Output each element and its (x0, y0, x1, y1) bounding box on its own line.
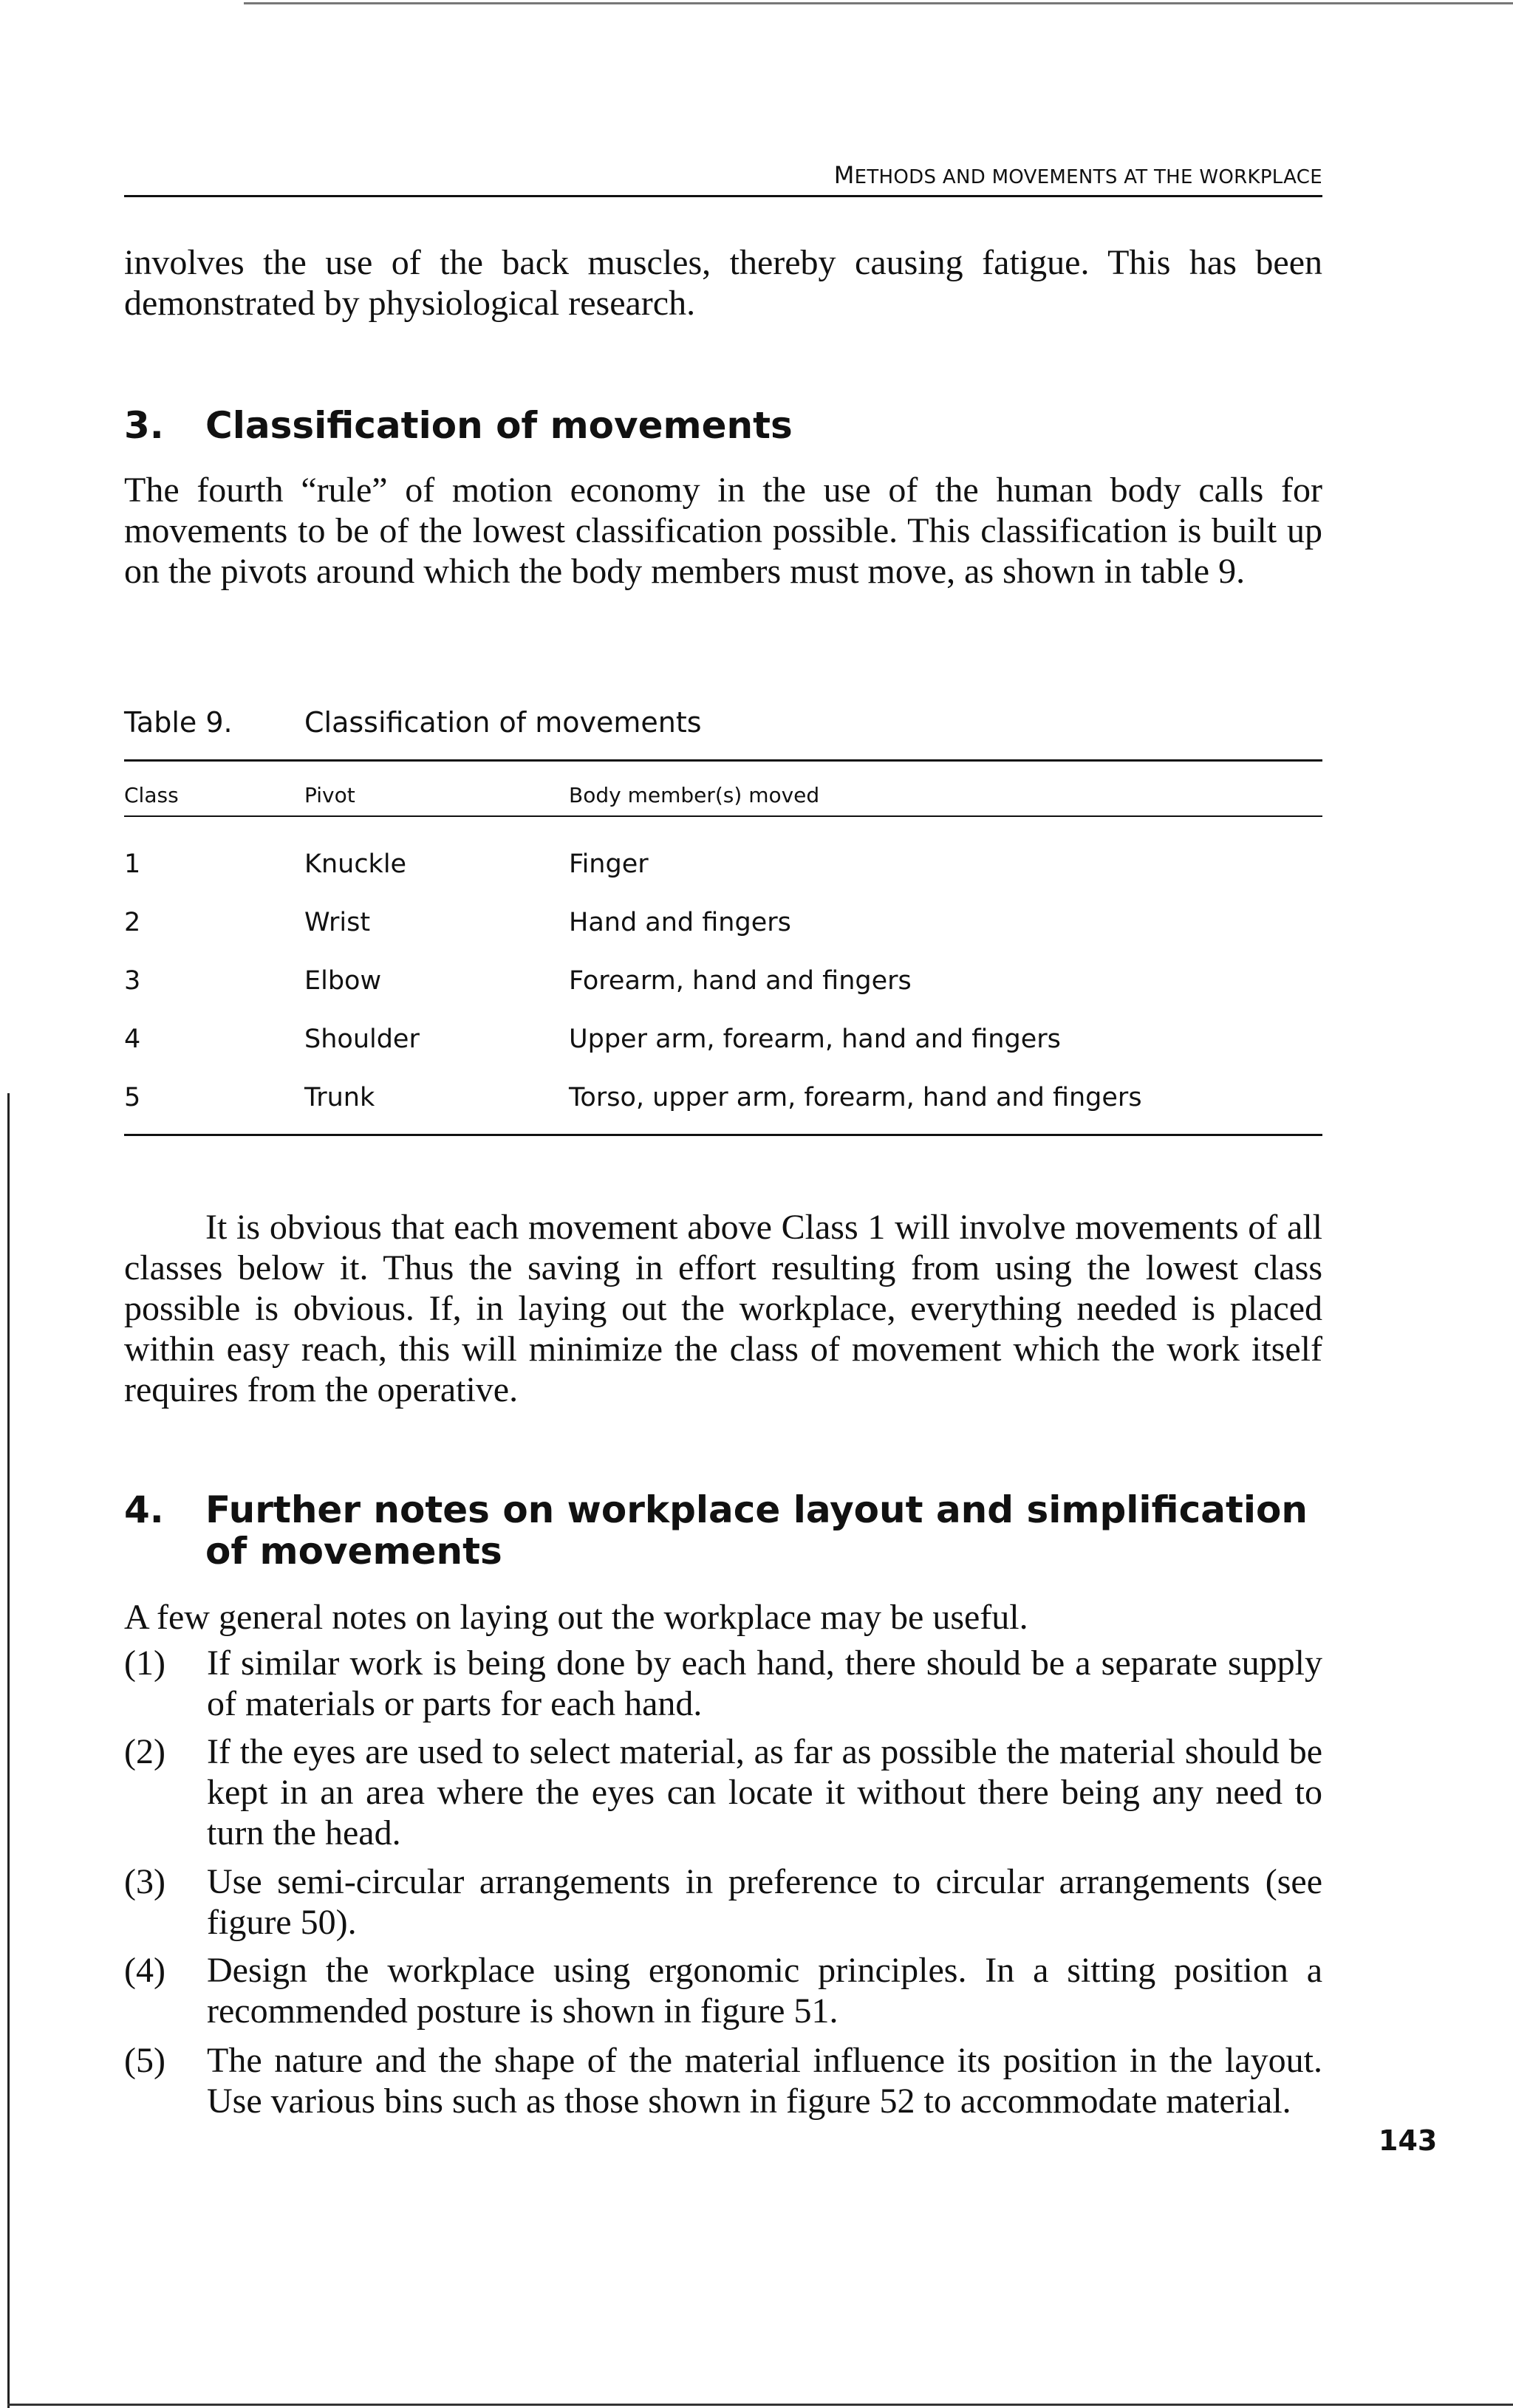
section-3-paragraph: The fourth “rule” of motion economy in the use of the human body calls for movements to be of the lowest classification possible. This classification is built up on the pivots around which the body members must move, as shown in table 9. (124, 471, 1322, 591)
table-cell-body-members: Finger (569, 849, 649, 879)
table-cell-class: 5 (124, 1083, 141, 1112)
running-head-text: ETHODS AND MOVEMENTS AT THE WORKPLACE (854, 166, 1322, 188)
table-header-body-members: Body member(s) moved (569, 783, 820, 807)
running-head (124, 161, 1322, 189)
after-table-paragraph: It is obvious that each movement above Class 1 will involve movements of all classes below it. Thus the saving in effort resulting from using the lowest class possible is obvious. If, in laying out the workplace, everything needed is placed within easy reach, this will minimize the class of movement which the work itself requires from the operative. (124, 1208, 1322, 1409)
table-header-class: Class (124, 783, 179, 807)
section-4-title: Further notes on workplace layout and simplification of movements (205, 1488, 1308, 1573)
table-cell-class: 3 (124, 966, 141, 996)
list-item-text: The nature and the shape of the material influence its position in the layout. Use various bins such as those shown in figure 52 to accommodate material. (207, 2041, 1322, 2121)
table-cell-body-members: Torso, upper arm, forearm, hand and fingers (569, 1083, 1142, 1112)
table-bottom-rule (124, 1134, 1322, 1136)
list-item-text: Use semi-circular arrangements in preference to circular arrangements (see figure 50). (207, 1862, 1322, 1942)
table-cell-pivot: Trunk (304, 1083, 375, 1112)
table-cell-pivot: Knuckle (304, 849, 407, 879)
header-rule (124, 195, 1322, 197)
table-cell-body-members: Hand and fingers (569, 908, 791, 937)
scan-bottom-edge (7, 2404, 1513, 2406)
table-header-rule (124, 815, 1322, 817)
table-header-pivot: Pivot (304, 783, 355, 807)
table-top-rule (124, 759, 1322, 762)
list-marker: (2) (124, 1732, 165, 1771)
table-cell-pivot: Shoulder (304, 1025, 420, 1054)
table-cell-class: 4 (124, 1025, 141, 1054)
table-caption: Classification of movements (304, 706, 702, 739)
table-label: Table 9. (124, 706, 233, 739)
list-item-text: If similar work is being done by each hand, there should be a separate supply of materials or parts for each hand. (207, 1643, 1322, 1723)
table-cell-body-members: Forearm, hand and fingers (569, 966, 912, 996)
table-cell-class: 1 (124, 849, 141, 879)
list-item-text: If the eyes are used to select material, as far as possible the material should be kept in an area where the eyes can locate it without there being any need to turn the head. (207, 1732, 1322, 1853)
list-marker: (5) (124, 2041, 165, 2080)
running-head-initial: M (833, 161, 855, 189)
section-4-number: 4. (124, 1488, 164, 1531)
table-cell-body-members: Upper arm, forearm, hand and fingers (569, 1025, 1061, 1054)
table-cell-pivot: Wrist (304, 908, 371, 937)
section-3-number: 3. (124, 404, 164, 447)
table-cell-class: 2 (124, 908, 141, 937)
intro-paragraph: involves the use of the back muscles, thereby causing fatigue. This has been demonstrated by physiological research. (124, 243, 1322, 323)
section-4-intro: A few general notes on laying out the workplace may be useful. (124, 1598, 1028, 1637)
list-marker: (3) (124, 1862, 165, 1901)
section-3-title: Classification of movements (205, 404, 793, 447)
list-marker: (1) (124, 1643, 165, 1683)
scan-left-edge (7, 1093, 10, 2408)
list-marker: (4) (124, 1951, 165, 1990)
page-number: 143 (1379, 2124, 1438, 2157)
table-cell-pivot: Elbow (304, 966, 382, 996)
list-item-text: Design the workplace using ergonomic principles. In a sitting position a recommended posture is shown in figure 51. (207, 1951, 1322, 2031)
scan-top-edge (244, 2, 1513, 4)
